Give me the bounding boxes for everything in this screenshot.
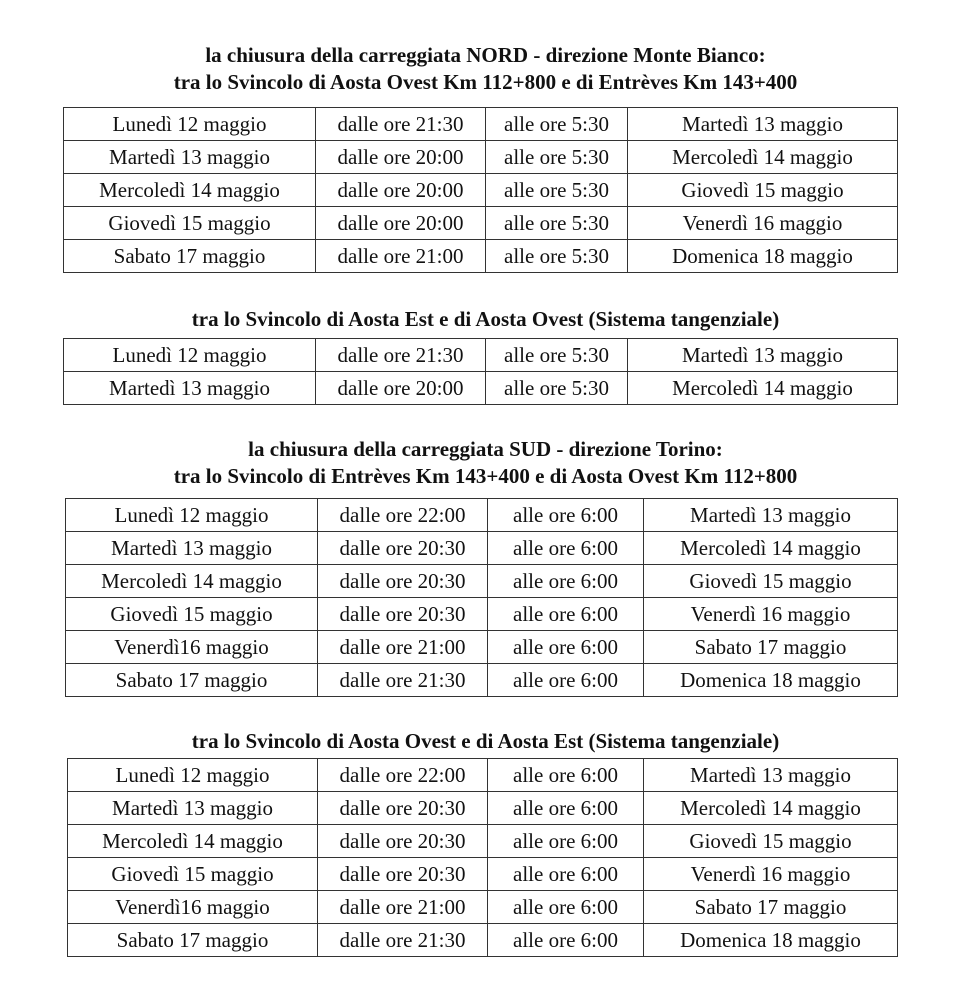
- end-day-cell: Domenica 18 maggio: [644, 664, 898, 697]
- start-time-cell: dalle ore 20:30: [318, 792, 488, 825]
- start-time-cell: dalle ore 20:00: [316, 174, 486, 207]
- start-time-cell: dalle ore 20:30: [318, 565, 488, 598]
- table-row: [66, 664, 898, 697]
- table-row: [68, 759, 898, 792]
- end-time-cell: alle ore 5:30: [486, 207, 628, 240]
- section-1-heading-line-1: la chiusura della carreggiata NORD - direzione Monte Bianco:: [205, 43, 766, 67]
- section-3-heading-line-2: tra lo Svincolo di Entrèves Km 143+400 e di Aosta Ovest Km 112+800: [173, 464, 798, 488]
- end-time-cell: alle ore 6:00: [488, 759, 644, 792]
- end-day-cell: Venerdì 16 maggio: [644, 598, 898, 631]
- start-time-cell: dalle ore 20:00: [316, 207, 486, 240]
- section-4-table: [67, 758, 898, 957]
- start-time-cell: dalle ore 21:30: [318, 924, 488, 957]
- start-day-cell: Giovedì 15 maggio: [66, 598, 318, 631]
- start-day-cell: Giovedì 15 maggio: [68, 858, 318, 891]
- end-time-cell: alle ore 6:00: [488, 565, 644, 598]
- end-day-cell: Sabato 17 maggio: [644, 631, 898, 664]
- end-day-cell: Martedì 13 maggio: [628, 108, 898, 141]
- section-1-table: [63, 107, 898, 273]
- end-time-cell: alle ore 6:00: [488, 924, 644, 957]
- start-time-cell: dalle ore 20:00: [316, 141, 486, 174]
- section-2-heading: [0, 306, 971, 333]
- end-day-cell: Domenica 18 maggio: [628, 240, 898, 273]
- start-time-cell: dalle ore 22:00: [318, 759, 488, 792]
- start-day-cell: Martedì 13 maggio: [64, 141, 316, 174]
- end-time-cell: alle ore 6:00: [488, 532, 644, 565]
- start-time-cell: dalle ore 20:30: [318, 858, 488, 891]
- end-time-cell: alle ore 6:00: [488, 792, 644, 825]
- end-day-cell: Mercoledì 14 maggio: [644, 792, 898, 825]
- end-time-cell: alle ore 6:00: [488, 598, 644, 631]
- table-row: [64, 141, 898, 174]
- table-row: [66, 631, 898, 664]
- end-time-cell: alle ore 5:30: [486, 174, 628, 207]
- table-row: [66, 598, 898, 631]
- end-time-cell: alle ore 6:00: [488, 825, 644, 858]
- table-row: [68, 825, 898, 858]
- start-time-cell: dalle ore 20:30: [318, 598, 488, 631]
- start-day-cell: Lunedì 12 maggio: [66, 499, 318, 532]
- end-day-cell: Martedì 13 maggio: [628, 339, 898, 372]
- end-day-cell: Mercoledì 14 maggio: [644, 532, 898, 565]
- end-time-cell: alle ore 5:30: [486, 108, 628, 141]
- start-day-cell: Venerdì16 maggio: [66, 631, 318, 664]
- end-day-cell: Martedì 13 maggio: [644, 759, 898, 792]
- section-1-heading: [0, 42, 971, 96]
- table-row: [68, 792, 898, 825]
- table-row: [66, 565, 898, 598]
- start-time-cell: dalle ore 20:30: [318, 532, 488, 565]
- end-time-cell: alle ore 5:30: [486, 339, 628, 372]
- end-time-cell: alle ore 6:00: [488, 891, 644, 924]
- start-day-cell: Lunedì 12 maggio: [68, 759, 318, 792]
- table-row: [64, 207, 898, 240]
- start-day-cell: Giovedì 15 maggio: [64, 207, 316, 240]
- table-row: [64, 108, 898, 141]
- section-3-table: [65, 498, 898, 697]
- end-day-cell: Giovedì 15 maggio: [644, 825, 898, 858]
- end-day-cell: Giovedì 15 maggio: [644, 565, 898, 598]
- start-time-cell: dalle ore 21:30: [316, 339, 486, 372]
- section-2-heading-line-1: tra lo Svincolo di Aosta Est e di Aosta Ovest (Sistema tangenziale): [191, 307, 780, 331]
- start-time-cell: dalle ore 22:00: [318, 499, 488, 532]
- table-row: [68, 891, 898, 924]
- table-row: [66, 532, 898, 565]
- start-time-cell: dalle ore 21:30: [318, 664, 488, 697]
- section-2-table: [63, 338, 898, 405]
- start-day-cell: Sabato 17 maggio: [66, 664, 318, 697]
- table-row: [64, 174, 898, 207]
- section-3-heading: [0, 436, 971, 490]
- end-day-cell: Venerdì 16 maggio: [628, 207, 898, 240]
- end-day-cell: Giovedì 15 maggio: [628, 174, 898, 207]
- table-row: [68, 924, 898, 957]
- end-time-cell: alle ore 6:00: [488, 631, 644, 664]
- start-day-cell: Lunedì 12 maggio: [64, 339, 316, 372]
- end-time-cell: alle ore 6:00: [488, 664, 644, 697]
- table-row: [64, 339, 898, 372]
- end-day-cell: Mercoledì 14 maggio: [628, 372, 898, 405]
- table-row: [64, 240, 898, 273]
- end-day-cell: Martedì 13 maggio: [644, 499, 898, 532]
- end-time-cell: alle ore 6:00: [488, 858, 644, 891]
- start-day-cell: Mercoledì 14 maggio: [68, 825, 318, 858]
- section-4-heading-line-1: tra lo Svincolo di Aosta Ovest e di Aosta Est (Sistema tangenziale): [191, 729, 780, 753]
- end-time-cell: alle ore 5:30: [486, 372, 628, 405]
- start-time-cell: dalle ore 21:00: [318, 631, 488, 664]
- start-day-cell: Martedì 13 maggio: [66, 532, 318, 565]
- end-day-cell: Domenica 18 maggio: [644, 924, 898, 957]
- section-4-heading: [0, 728, 971, 755]
- start-day-cell: Sabato 17 maggio: [64, 240, 316, 273]
- end-time-cell: alle ore 5:30: [486, 141, 628, 174]
- end-time-cell: alle ore 6:00: [488, 499, 644, 532]
- table-row: [64, 372, 898, 405]
- end-day-cell: Mercoledì 14 maggio: [628, 141, 898, 174]
- end-day-cell: Sabato 17 maggio: [644, 891, 898, 924]
- start-time-cell: dalle ore 20:00: [316, 372, 486, 405]
- start-day-cell: Martedì 13 maggio: [64, 372, 316, 405]
- end-day-cell: Venerdì 16 maggio: [644, 858, 898, 891]
- table-row: [68, 858, 898, 891]
- end-time-cell: alle ore 5:30: [486, 240, 628, 273]
- section-1-heading-line-2: tra lo Svincolo di Aosta Ovest Km 112+800 e di Entrèves Km 143+400: [173, 70, 798, 94]
- section-3-heading-line-1: la chiusura della carreggiata SUD - direzione Torino:: [248, 437, 723, 461]
- start-day-cell: Mercoledì 14 maggio: [66, 565, 318, 598]
- start-time-cell: dalle ore 21:00: [318, 891, 488, 924]
- start-day-cell: Mercoledì 14 maggio: [64, 174, 316, 207]
- start-day-cell: Martedì 13 maggio: [68, 792, 318, 825]
- start-day-cell: Venerdì16 maggio: [68, 891, 318, 924]
- start-time-cell: dalle ore 21:30: [316, 108, 486, 141]
- start-day-cell: Sabato 17 maggio: [68, 924, 318, 957]
- start-time-cell: dalle ore 20:30: [318, 825, 488, 858]
- start-day-cell: Lunedì 12 maggio: [64, 108, 316, 141]
- start-time-cell: dalle ore 21:00: [316, 240, 486, 273]
- table-row: [66, 499, 898, 532]
